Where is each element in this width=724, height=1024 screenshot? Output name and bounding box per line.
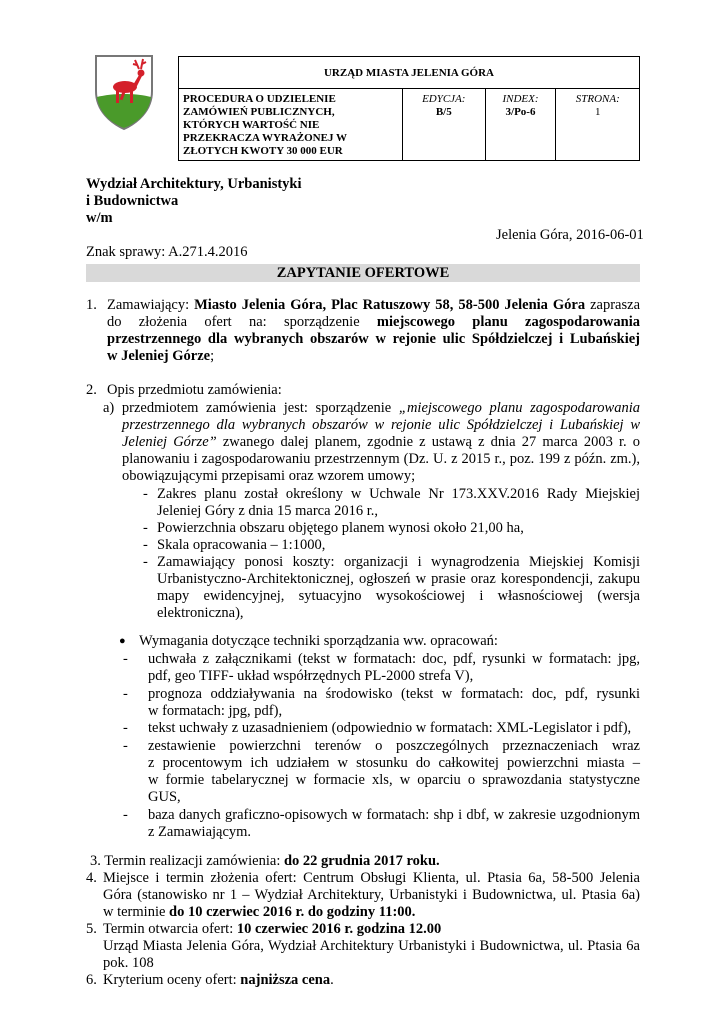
edition-cell: EDYCJA: B/5 (403, 89, 486, 161)
scale-line: Skala opracowania – 1:1000, (157, 537, 326, 553)
index-cell: INDEX: 3/Po-6 (485, 89, 556, 161)
procedure-title: PROCEDURA O UDZIELENIE ZAMÓWIEŃ PUBLICZNYCH, KTÓRYCH WARTOŚĆ NIE PRZEKRACZA WYRAŻONEJ W ZŁOTYCH KWOTY 30 000 EUR (179, 89, 403, 161)
section-6-number: 6. (86, 972, 97, 988)
dash: - (143, 520, 148, 536)
req-4-line-4: GUS, (148, 789, 181, 805)
dash: - (143, 537, 148, 553)
dash: - (123, 651, 128, 667)
costs-line-2: Urbanistyczno-Architektonicznej, ogłoszeń w prasie oraz korespondencji, zakupu (157, 571, 640, 587)
section-2a-line-3: Jeleniej Górze” zwanego dalej planem, zgodnie z ustawą z dnia 27 marca 2003 r. o (122, 434, 640, 450)
scope-line-1: Zakres planu został określony w Uchwale Nr 173.XXV.2016 Rady Miejskiej (157, 486, 640, 502)
place-date: Jelenia Góra, 2016-06-01 (496, 227, 644, 243)
section-2a-line-1: a) przedmiotem zamówienia jest: sporządzenie „miejscowego planu zagospodarowania (103, 400, 640, 416)
section-2-number: 2. (86, 382, 97, 398)
costs-line-4: elektroniczna), (157, 605, 244, 621)
req-2-line-1: prognoza oddziaływania na środowisko (tekst w formatach: doc, pdf, rysunki (148, 686, 640, 702)
city-coat-of-arms-logo (93, 53, 155, 131)
req-4-line-1: zestawienie powierzchni terenów o poszczególnych przeznaczeniach wraz (148, 738, 640, 754)
department-line-1: Wydział Architektury, Urbanistyki (86, 176, 302, 192)
req-1-line-2: pdf, geo TIFF- układ współrzędnych PL-2000 strefa V), (148, 668, 474, 684)
section-4-line-1: Miejsce i termin złożenia ofert: Centrum Obsługi Klienta, ul. Ptasia 6a, 58-500 Jelenia (103, 870, 640, 886)
req-3-line-1: tekst uchwały z uzasadnieniem (odpowiednio w formatach: XML-Legislator i pdf), (148, 720, 632, 736)
section-2a-line-4: planowaniu i zagospodarowaniu przestrzennym (Dz. U. z 2015 r., poz. 199 z późn. zm.), (122, 451, 640, 467)
procedure-header-table (178, 56, 640, 161)
section-5-line-3: pok. 108 (103, 955, 154, 971)
dash: - (143, 554, 148, 570)
req-5-line-2: z Zamawiającym. (148, 824, 252, 840)
section-2a-line-5: obowiązującymi przepisami oraz wzorem umowy; (122, 468, 416, 484)
req-4-line-2: z procentowym ich udziałem w stosunku do całkowitej powierzchni miasta – (148, 755, 640, 771)
section-2-heading: Opis przedmiotu zamówienia: (107, 382, 282, 398)
section-4-line-3: w terminie do 10 czerwiec 2016 r. do godziny 11:00. (103, 904, 416, 920)
dash: - (123, 738, 128, 754)
req-5-line-1: baza danych graficzno-opisowych w formatach: shp i dbf, w zakresie uzgodnionym (148, 807, 640, 823)
costs-line-1: Zamawiający ponosi koszty: organizacji i wynagrodzenia Miejskiej Komisji (157, 554, 640, 570)
page-cell: STRONA: 1 (556, 89, 640, 161)
dash: - (123, 720, 128, 736)
section-1-line-4: w Jeleniej Górze; (107, 348, 215, 364)
scope-line-2: Jeleniej Góry z dnia 15 marca 2016 r., (157, 503, 379, 519)
dash: - (123, 686, 128, 702)
department-line-3: w/m (86, 210, 113, 226)
section-1-line-1: Zamawiający: Miasto Jelenia Góra, Plac Ratuszowy 58, 58-500 Jelenia Góra zaprasza (107, 297, 641, 313)
bullet-icon: ● (119, 635, 126, 647)
section-1-line-2: do złożenia ofert na: sporządzenie miejscowego planu zagospodarowania (107, 314, 640, 330)
req-1-line-1: uchwała z załącznikami (tekst w formatach: doc, pdf, rysunki w formatach: jpg, (148, 651, 640, 667)
section-4-number: 4. (86, 870, 97, 886)
office-name: URZĄD MIASTA JELENIA GÓRA (179, 57, 640, 89)
section-6: Kryterium oceny ofert: najniższa cena. (103, 972, 334, 988)
section-1-number: 1. (86, 297, 97, 313)
section-5-number: 5. (86, 921, 97, 937)
section-5-line-2: Urząd Miasta Jelenia Góra, Wydział Architektury Urbanistyki i Budownictwa, ul. Ptasia 6a (103, 938, 640, 954)
section-5-line-1: Termin otwarcia ofert: 10 czerwiec 2016 r. godzina 12.00 (103, 921, 442, 937)
dash: - (143, 486, 148, 502)
section-4-line-2: Góra (stanowisko nr 1 – Wydział Architektury, Urbanistyki i Budownictwa, ul. Ptasia 6a) (103, 887, 640, 903)
case-number: Znak sprawy: A.271.4.2016 (86, 244, 248, 260)
section-1-line-3: przestrzennego dla wybranych obszarów w rejonie ulic Spółdzielczej i Lubańskiej (107, 331, 640, 347)
document-title: ZAPYTANIE OFERTOWE (86, 264, 640, 282)
req-4-line-3: w formie tabelarycznej w formacie xls, w oparciu o sprawozdania statystyczne (148, 772, 640, 788)
section-2a-line-2: przestrzennego dla wybranych obszarów w rejonie ulic Spółdzielczej i Lubańskiej w (122, 417, 640, 433)
area-line: Powierzchnia obszaru objętego planem wynosi około 21,00 ha, (157, 520, 524, 536)
dash: - (123, 807, 128, 823)
section-3: 3. Termin realizacji zamówienia: do 22 grudnia 2017 roku. (90, 853, 440, 869)
department-line-2: i Budownictwa (86, 193, 179, 209)
costs-line-3: mapy ewidencyjnej, sytuacyjno wysokościowej i własnościowej (wersja (157, 588, 640, 604)
requirements-heading: Wymagania dotyczące techniki sporządzania ww. opracowań: (139, 633, 498, 649)
req-2-line-2: w formatach: jpg, pdf), (148, 703, 283, 719)
